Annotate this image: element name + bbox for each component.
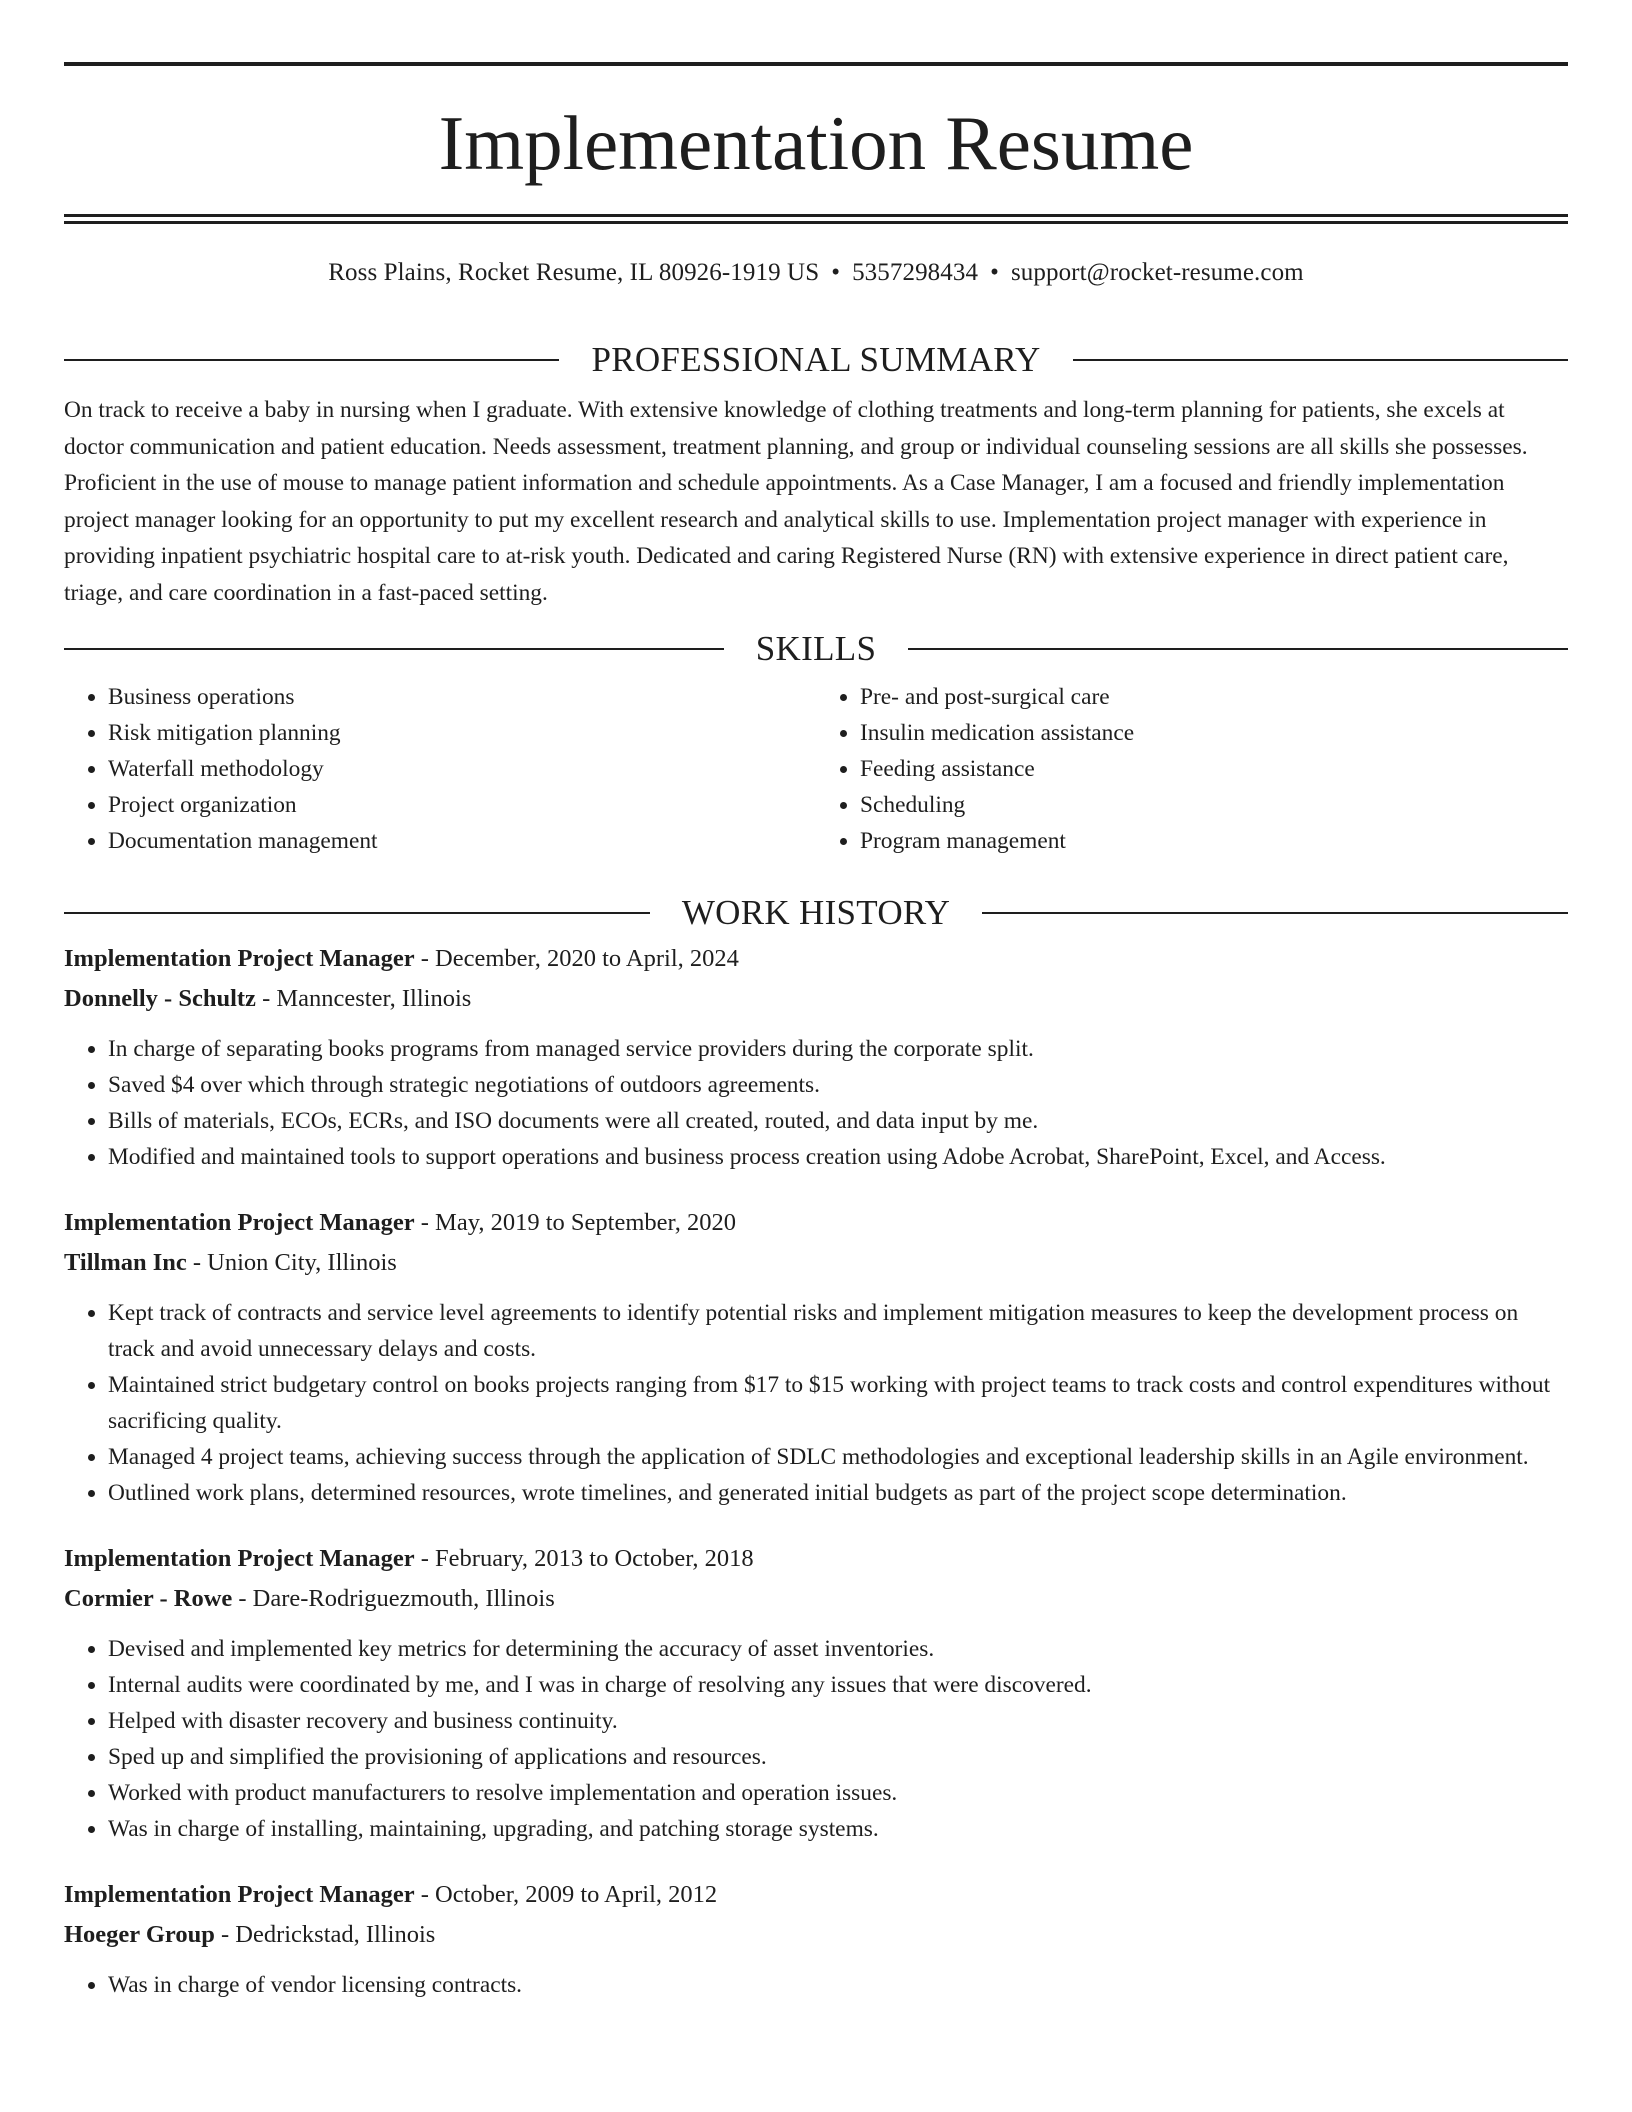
- job-entry: [64, 1539, 1568, 1847]
- heading-rule: [982, 912, 1568, 914]
- skill-item: • Business operations: [108, 679, 816, 715]
- job-title: Implementation Project Manager: [64, 1545, 415, 1572]
- title-double-rule: [64, 214, 1568, 224]
- job-location: - Dedrickstad, Illinois: [214, 1921, 436, 1948]
- skill-item: • Project organization: [108, 787, 816, 823]
- contact-separator: •: [831, 259, 841, 286]
- contact-phone: 5357298434: [852, 259, 979, 286]
- job-entry: [64, 1203, 1568, 1511]
- section-title: WORK HISTORY: [681, 893, 951, 932]
- section-heading-work-history: [64, 895, 1568, 931]
- section-heading-skills: [64, 631, 1568, 667]
- contact-address: Ross Plains, Rocket Resume, IL 80926-1919 US: [328, 259, 820, 286]
- job-location: - Union City, Illinois: [186, 1249, 397, 1276]
- job-entry: [64, 1875, 1568, 2003]
- job-title: Implementation Project Manager: [64, 945, 415, 972]
- job-bullet: • Was in charge of installing, maintaining, upgrading, and patching storage systems.: [108, 1811, 1568, 1847]
- job-company-line: [64, 1579, 1568, 1619]
- skill-item: • Risk mitigation planning: [108, 715, 816, 751]
- job-bullet: • Outlined work plans, determined resources, wrote timelines, and generated initial budgets as part of the project scope determination.: [108, 1475, 1568, 1511]
- heading-rule: [64, 912, 650, 914]
- job-bullet: • Helped with disaster recovery and business continuity.: [108, 1703, 1568, 1739]
- job-location: - Manncester, Illinois: [255, 985, 472, 1012]
- job-company: Donnelly - Schultz: [64, 985, 256, 1012]
- job-bullet: • Worked with product manufacturers to resolve implementation and operation issues.: [108, 1775, 1568, 1811]
- job-bullet: • Sped up and simplified the provisioning of applications and resources.: [108, 1739, 1568, 1775]
- skill-item: • Documentation management: [108, 823, 816, 859]
- heading-rule: [908, 648, 1568, 650]
- top-rule: [64, 62, 1568, 66]
- skill-item: • Insulin medication assistance: [860, 715, 1568, 751]
- job-bullets: [64, 1967, 1568, 2003]
- job-bullet: • Saved $4 over which through strategic negotiations of outdoors agreements.: [108, 1067, 1568, 1103]
- job-title-line: [64, 1875, 1568, 1915]
- skill-item: • Feeding assistance: [860, 751, 1568, 787]
- job-company-line: [64, 979, 1568, 1019]
- job-bullet: • Devised and implemented key metrics for determining the accuracy of asset inventories.: [108, 1631, 1568, 1667]
- section-title: SKILLS: [755, 629, 877, 668]
- job-title-line: [64, 939, 1568, 979]
- job-company: Tillman Inc: [64, 1249, 187, 1276]
- contact-line: [64, 258, 1568, 288]
- job-bullet: • Was in charge of vendor licensing contracts.: [108, 1967, 1568, 2003]
- skills-column-left: [64, 679, 816, 859]
- professional-summary: On track to receive a baby in nursing when I graduate. With extensive knowledge of clothing treatments and long-term planning for patients, she excels at doctor communication and patient education. Needs assessment, treatment planning, and group or individual counseling sessions are all skills she possesses. Proficient in the use of mouse to manage patient information and schedule appointments. As a Case Manager, I am a focused and friendly implementation project manager looking for an opportunity to put my excellent research and analytical skills to use. Implementation project manager with experience in providing inpatient psychiatric hospital care to at-risk youth. Dedicated and caring Registered Nurse (RN) with extensive experience in direct patient care, triage, and care coordination in a fast-paced setting.: [64, 397, 1528, 606]
- job-dates: - February, 2013 to October, 2018: [414, 1545, 754, 1572]
- resume-title: Implementation Resume: [438, 100, 1194, 186]
- heading-rule: [64, 359, 559, 361]
- heading-rule: [64, 648, 724, 650]
- job-bullet: • Maintained strict budgetary control on books projects ranging from $17 to $15 working with project teams to track costs and control expenditures without sacrificing quality.: [108, 1367, 1568, 1439]
- skills-list: [64, 679, 1568, 859]
- job-title-line: [64, 1203, 1568, 1243]
- job-bullet: • Kept track of contracts and service level agreements to identify potential risks and implement mitigation measures to keep the development process on track and avoid unnecessary delays and costs.: [108, 1295, 1568, 1367]
- job-bullet: • Bills of materials, ECOs, ECRs, and ISO documents were all created, routed, and data input by me.: [108, 1103, 1568, 1139]
- heading-rule: [1073, 359, 1568, 361]
- job-bullet: • Managed 4 project teams, achieving success through the application of SDLC methodologies and exceptional leadership skills in an Agile environment.: [108, 1439, 1568, 1475]
- job-bullets: [64, 1031, 1568, 1175]
- job-dates: - December, 2020 to April, 2024: [414, 945, 739, 972]
- contact-separator: •: [990, 259, 999, 286]
- skills-column-right: [816, 679, 1568, 859]
- job-company: Hoeger Group: [64, 1921, 215, 1948]
- job-title-line: [64, 1539, 1568, 1579]
- skill-item: • Pre- and post-surgical care: [860, 679, 1568, 715]
- section-title: PROFESSIONAL SUMMARY: [591, 340, 1041, 379]
- section-heading-summary: [64, 342, 1568, 378]
- job-dates: - October, 2009 to April, 2012: [414, 1881, 718, 1908]
- job-bullet: • In charge of separating books programs from managed service providers during the corporate split.: [108, 1031, 1568, 1067]
- job-company: Cormier - Rowe: [64, 1585, 233, 1612]
- skill-item: • Program management: [860, 823, 1568, 859]
- job-bullets: [64, 1295, 1568, 1511]
- job-bullet: • Internal audits were coordinated by me, and I was in charge of resolving any issues that were discovered.: [108, 1667, 1568, 1703]
- job-company-line: [64, 1243, 1568, 1283]
- job-bullets: [64, 1631, 1568, 1847]
- job-location: - Dare-Rodriguezmouth, Illinois: [232, 1585, 555, 1612]
- skill-item: • Scheduling: [860, 787, 1568, 823]
- job-bullet: • Modified and maintained tools to support operations and business process creation using Adobe Acrobat, SharePoint, Excel, and Access.: [108, 1139, 1568, 1175]
- contact-email: support@rocket-resume.com: [1010, 259, 1304, 286]
- job-dates: - May, 2019 to September, 2020: [414, 1209, 736, 1236]
- job-company-line: [64, 1915, 1568, 1955]
- job-entry: [64, 939, 1568, 1175]
- job-title: Implementation Project Manager: [64, 1209, 415, 1236]
- job-title: Implementation Project Manager: [64, 1881, 415, 1908]
- skill-item: • Waterfall methodology: [108, 751, 816, 787]
